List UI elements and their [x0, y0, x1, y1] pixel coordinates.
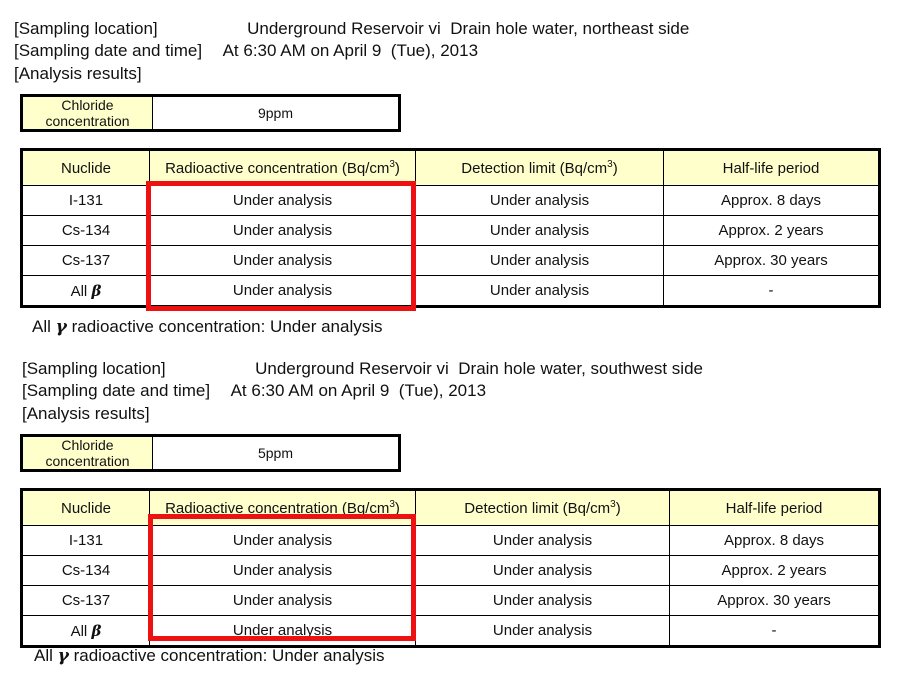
halflife-cell: Approx. 30 years: [664, 246, 880, 276]
halflife-cell: -: [670, 616, 880, 647]
chloride-value: 9ppm: [257, 105, 294, 121]
chloride-box: [20, 94, 401, 132]
nuclide-cell: Cs-134: [22, 556, 150, 586]
sample-section-northeast: [0, 0, 903, 340]
sampling-datetime-row: [14, 40, 478, 62]
radio-cell: Under analysis: [150, 216, 416, 246]
radio-cell: Under analysis: [150, 586, 416, 616]
sampling-datetime-value: At 6:30 AM on April 9 (Tue), 2013: [230, 381, 487, 400]
detection-limit-header: Detection limit $(Bq/cm^3)$: [416, 490, 670, 526]
radio-cell: Under analysis: [150, 556, 416, 586]
nuclide-cell: I-131: [22, 186, 150, 216]
nuclide-header: Nuclide: [22, 490, 150, 526]
half-life-header: Half-life period: [670, 490, 880, 526]
gamma-note: All γ radioactive concentration: Under analysis: [32, 317, 383, 337]
halflife-cell: Approx. 30 years: [670, 586, 880, 616]
beta-symbol: β: [91, 621, 102, 640]
halflife-cell: Approx. 2 years: [670, 556, 880, 586]
radio-cell: Under analysis: [150, 276, 416, 307]
radio-cell: Under analysis: [150, 526, 416, 556]
table-row: [22, 216, 880, 246]
nuclide-header: Nuclide: [22, 150, 150, 186]
sampling-location-value: Underground Reservoir vi Drain hole water, southwest side: [255, 359, 703, 378]
detect-cell: Under analysis: [416, 246, 664, 276]
radio-cell: Under analysis: [150, 186, 416, 216]
table-row: [22, 276, 880, 307]
sampling-location-value: Underground Reservoir vi Drain hole water, northeast side: [247, 19, 690, 38]
nuclide-cell: Cs-137: [22, 246, 150, 276]
chloride-value: 5ppm: [257, 445, 294, 461]
sampling-location-label: [Sampling location]: [14, 19, 158, 38]
half-life-header: Half-life period: [664, 150, 880, 186]
nuclide-cell: Cs-137: [22, 586, 150, 616]
radioactive-concentration-header: Radioactive concentration $(Bq/cm^3)$: [150, 150, 416, 186]
sampling-datetime-label: [Sampling date and time]: [14, 41, 203, 60]
table-row: [22, 526, 880, 556]
radioactive-concentration-header: Radioactive concentration $(Bq/cm^3)$: [150, 490, 416, 526]
detect-cell: Under analysis: [416, 556, 670, 586]
detect-cell: Under analysis: [416, 186, 664, 216]
radio-cell: Under analysis: [150, 246, 416, 276]
table-header-row: [22, 490, 880, 526]
halflife-cell: Approx. 8 days: [664, 186, 880, 216]
halflife-cell: -: [664, 276, 880, 307]
detect-cell: Under analysis: [416, 586, 670, 616]
table-header-row: [22, 150, 880, 186]
halflife-cell: Approx. 8 days: [670, 526, 880, 556]
table-row: [22, 586, 880, 616]
nuclide-cell: All β: [22, 616, 150, 647]
nuclide-cell: All β: [22, 276, 150, 307]
table-row: [22, 246, 880, 276]
sampling-datetime-value: At 6:30 AM on April 9 (Tue), 2013: [222, 41, 479, 60]
analysis-results-label: [Analysis results]: [14, 64, 142, 83]
gamma-symbol: γ: [57, 646, 69, 666]
table-row: [22, 616, 880, 647]
detect-cell: Under analysis: [416, 616, 670, 647]
sampling-location-label: [Sampling location]: [22, 359, 166, 378]
detect-cell: Under analysis: [416, 526, 670, 556]
analysis-results-label: [Analysis results]: [22, 404, 150, 423]
nuclide-table: [20, 488, 881, 648]
sample-section-southwest: [0, 340, 903, 680]
detect-cell: Under analysis: [416, 276, 664, 307]
sampling-datetime-row: [22, 380, 486, 402]
nuclide-table: [20, 148, 881, 308]
table-row: [22, 186, 880, 216]
table-row: [22, 556, 880, 586]
nuclide-cell: I-131: [22, 526, 150, 556]
detection-limit-header: Detection limit $(Bq/cm^3)$: [416, 150, 664, 186]
sampling-location-row: [14, 18, 689, 40]
sampling-location-row: [22, 358, 703, 380]
halflife-cell: Approx. 2 years: [664, 216, 880, 246]
sampling-datetime-label: [Sampling date and time]: [22, 381, 211, 400]
chloride-label: Chloride concentration: [23, 437, 153, 469]
detect-cell: Under analysis: [416, 216, 664, 246]
gamma-symbol: γ: [55, 317, 67, 337]
beta-symbol: β: [91, 281, 102, 300]
chloride-box: [20, 434, 401, 472]
radio-cell: Under analysis: [150, 616, 416, 647]
gamma-note: All γ radioactive concentration: Under analysis: [34, 646, 385, 666]
nuclide-cell: Cs-134: [22, 216, 150, 246]
chloride-label: Chloride concentration: [23, 97, 153, 129]
